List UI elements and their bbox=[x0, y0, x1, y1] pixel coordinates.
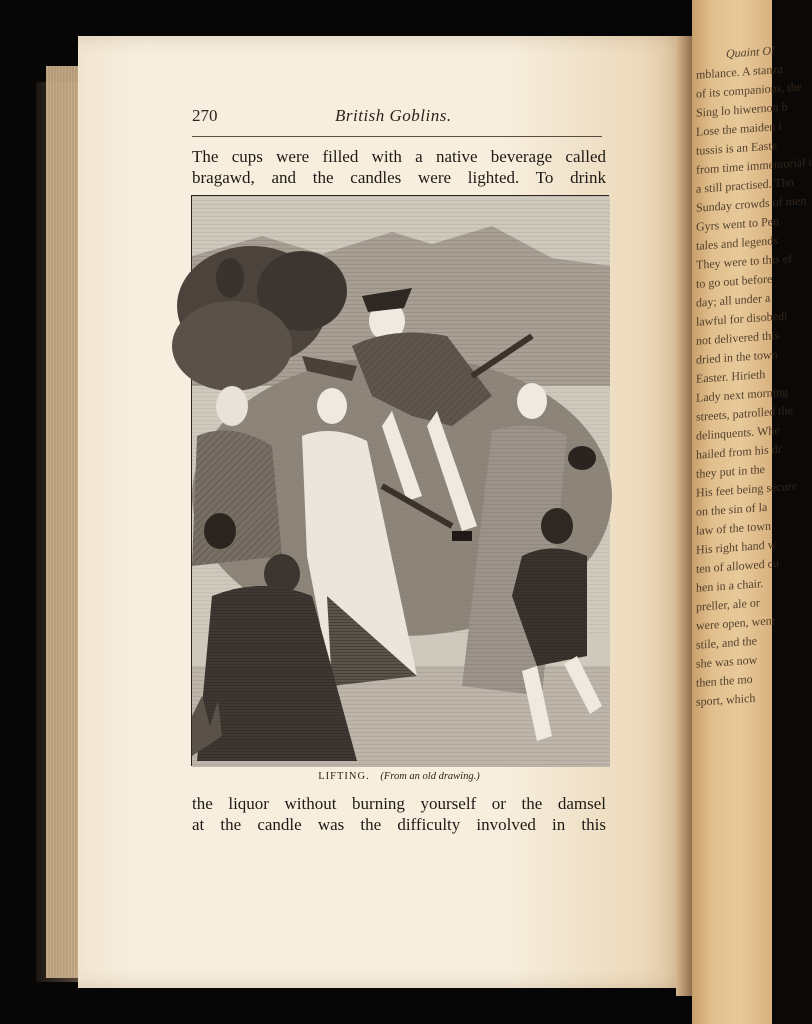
facing-page-text bbox=[696, 0, 812, 712]
facing-page-line: stile, and the bbox=[696, 633, 757, 652]
caption-title: LIFTING. bbox=[318, 771, 370, 782]
facing-page-line: His right hand w bbox=[696, 537, 777, 557]
facing-page-line: tales and legends bbox=[696, 233, 778, 253]
facing-page-line: Sing lo hiwernon b bbox=[696, 99, 788, 120]
facing-page-line: dried in the town bbox=[696, 347, 778, 367]
facing-page bbox=[692, 0, 812, 1024]
facing-page-line: to go out before bbox=[696, 271, 773, 291]
facing-page-line: lawful for disobedi bbox=[696, 308, 788, 329]
facing-page-line: His feet being secure bbox=[696, 478, 797, 500]
facing-page-line: Lose the maiden i bbox=[696, 118, 782, 139]
facing-page-line: Gyrs went to Pen bbox=[696, 213, 779, 234]
text-line: bragawd, and the candles were lighted. To drink bbox=[192, 168, 606, 187]
facing-page-line: preller, ale or bbox=[696, 595, 760, 614]
facing-page-line: she was now bbox=[696, 652, 758, 671]
facing-page-line: mblance. A stanza bbox=[696, 61, 783, 82]
facing-page-line: hen in a chair. bbox=[696, 576, 764, 595]
figure-caption bbox=[192, 771, 606, 782]
header-rule bbox=[192, 136, 602, 137]
lifting-engraving bbox=[192, 196, 610, 767]
facing-page-line: on the sin of la bbox=[696, 499, 768, 519]
text-line: The cups were filled with a native beverage called bbox=[192, 147, 606, 166]
engraving-plate bbox=[191, 195, 609, 766]
facing-page-line: were open, went bbox=[696, 613, 775, 633]
facing-page-line: ten of allowed cu bbox=[696, 555, 779, 576]
facing-page-line: hailed from his dr bbox=[696, 441, 782, 462]
facing-page-line: not delivered this bbox=[696, 327, 780, 348]
facing-page-line: law of the town bbox=[696, 518, 771, 538]
facing-page-line: then the mo bbox=[696, 671, 753, 690]
facing-page-line: from time immemorial i bbox=[696, 154, 812, 177]
facing-page-line: tussis is an Easte bbox=[696, 138, 777, 158]
facing-page-line: Sunday crowds of men bbox=[696, 193, 807, 215]
text-line: at the candle was the difficulty involved in this bbox=[192, 815, 606, 834]
facing-page-line: sport, which bbox=[696, 690, 756, 709]
caption-credit: (From an old drawing.) bbox=[380, 771, 480, 782]
facing-page-line: they put in the bbox=[696, 461, 765, 481]
page-header bbox=[192, 106, 602, 128]
page-edges bbox=[46, 66, 82, 978]
running-title: British Goblins. bbox=[335, 106, 452, 125]
facing-page-line: day; all under a bbox=[696, 290, 771, 310]
facing-page-line: a still practised. Tho bbox=[696, 174, 794, 196]
facing-page-line: Lady next morning bbox=[696, 384, 788, 405]
paragraph-bottom bbox=[192, 793, 606, 835]
page-number: 270 bbox=[192, 106, 218, 125]
facing-page-line: delinquents. Whe bbox=[696, 422, 780, 443]
facing-page-line: streets, patrolled the bbox=[696, 403, 793, 424]
facing-page-line: Quaint Ol bbox=[726, 43, 775, 61]
text-line: the liquor without burning yourself or the damsel bbox=[192, 794, 606, 813]
facing-page-line: They were to this ef bbox=[696, 251, 792, 272]
facing-page-line: of its companions, the bbox=[696, 79, 802, 101]
facing-page-line: Easter. Hirieth bbox=[696, 366, 766, 386]
paragraph-top bbox=[192, 146, 606, 188]
